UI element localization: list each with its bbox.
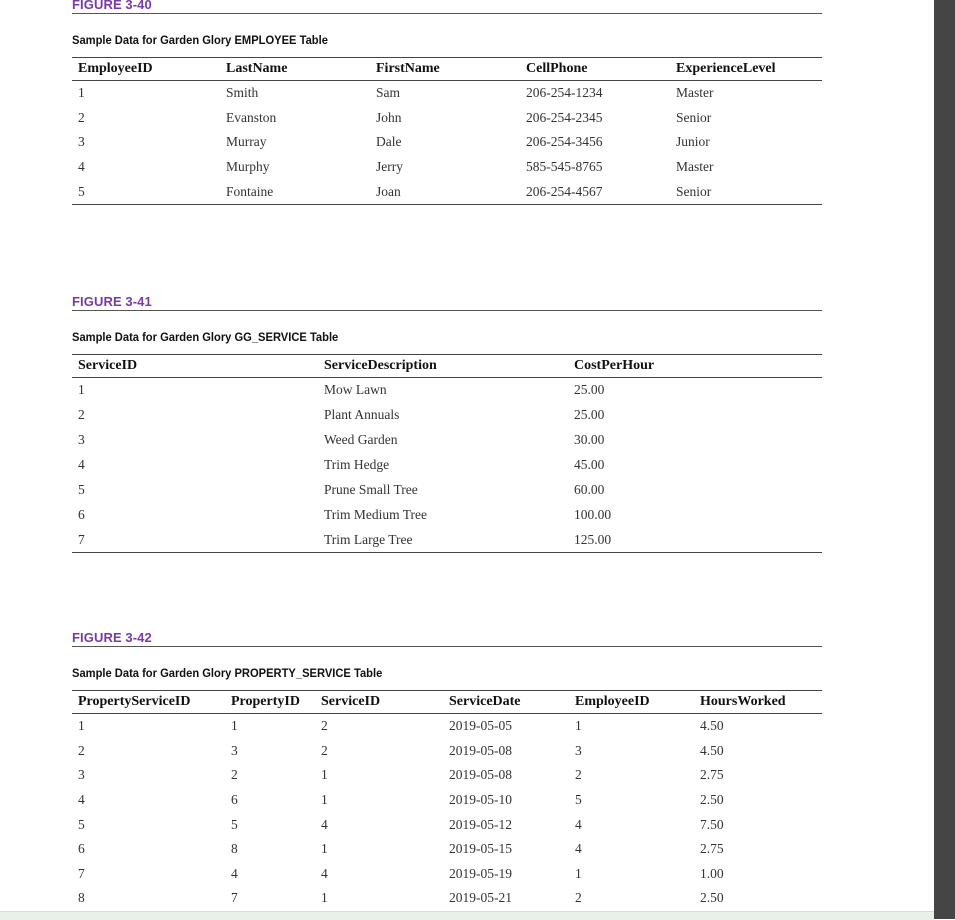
table-cell: 206-254-2345 [526, 109, 603, 125]
table-cell: 206-254-1234 [526, 85, 603, 101]
table-cell: 2019-05-08 [449, 742, 512, 758]
table-cell: Dale [376, 134, 402, 150]
table-cell: 4 [321, 865, 328, 881]
table-cell: Junior [676, 134, 710, 150]
table-cell: 4 [575, 841, 582, 857]
column-header: ServiceID [72, 355, 318, 378]
column-header: LastName [220, 58, 370, 81]
table-cell: Trim Large Tree [324, 531, 413, 547]
table-cell: 2 [231, 767, 238, 783]
table-cell: 2 [78, 742, 85, 758]
table-cell: Trim Hedge [324, 457, 390, 473]
table-cell: Jerry [376, 159, 403, 175]
table-row [72, 788, 822, 813]
table-cell: 2.50 [700, 792, 724, 808]
table-cell: Mow Lawn [324, 382, 387, 398]
table-cell: 7 [78, 865, 85, 881]
table-cell: 2019-05-12 [449, 816, 512, 832]
table-row [72, 886, 822, 911]
table-cell: 3 [78, 134, 85, 150]
table-cell: 1 [575, 865, 582, 881]
table-cell: 2.75 [700, 841, 724, 857]
table-cell: 2.50 [700, 890, 724, 906]
table-cell: 2 [575, 890, 582, 906]
table-cell: 45.00 [574, 457, 605, 473]
table-cell: 5 [78, 482, 85, 497]
table-cell: 5 [78, 183, 85, 199]
table-cell: Joan [376, 183, 401, 199]
table-cell: 6 [78, 506, 85, 522]
column-header: PropertyID [225, 691, 315, 714]
table-cell: 4 [231, 865, 238, 881]
table-cell: 2 [78, 109, 85, 125]
table-cell: Sam [376, 85, 401, 101]
table-cell: 1 [78, 382, 85, 398]
table-cell: Murray [226, 134, 267, 150]
figure-3-42 [72, 629, 822, 912]
table-cell: 206-254-4567 [526, 183, 603, 199]
table-cell: 206-254-3456 [526, 134, 603, 150]
table-cell: Smith [226, 85, 259, 101]
table-cell: 5 [78, 816, 85, 832]
table-row [72, 739, 822, 764]
table-cell: 5 [575, 792, 582, 808]
table-cell: 2019-05-10 [449, 792, 512, 808]
table-row [72, 179, 822, 204]
table-cell: Prune Small Tree [324, 482, 418, 497]
table-cell: 1 [321, 767, 328, 783]
table-cell: 1 [78, 85, 85, 101]
table-row [72, 478, 822, 503]
table-cell: 2 [78, 407, 85, 423]
table-cell: 3 [78, 767, 85, 783]
table-row [72, 106, 822, 131]
table-cell: 7 [231, 890, 238, 906]
table-row [72, 502, 822, 527]
table-row [72, 527, 822, 552]
table-row [72, 81, 822, 106]
column-header: ServiceDate [443, 691, 569, 714]
figure-caption: Sample Data for Garden Glory PROPERTY_SERVICE Table [72, 666, 383, 680]
figure-label: FIGURE 3-40 [72, 0, 822, 14]
table-cell: Fontaine [226, 183, 274, 199]
table-cell: 8 [231, 841, 238, 857]
table-cell: 4 [78, 792, 85, 808]
table-cell: 1 [321, 792, 328, 808]
table-row [72, 714, 822, 739]
column-header: CostPerHour [568, 355, 822, 378]
column-header: ServiceID [315, 691, 443, 714]
table-row [72, 862, 822, 887]
table-cell: 1 [78, 718, 85, 734]
column-header: EmployeeID [72, 58, 220, 81]
table-row [72, 155, 822, 180]
table-cell: 4 [78, 457, 85, 473]
table-cell: 585-545-8765 [526, 159, 603, 175]
column-header: HoursWorked [694, 691, 822, 714]
figure-3-41 [72, 293, 822, 553]
table-row [72, 130, 822, 155]
table-cell: 2019-05-05 [449, 718, 512, 734]
property-service-table [72, 690, 822, 912]
figure-3-40 [72, 0, 822, 205]
gg-service-table [72, 354, 822, 553]
table-row [72, 378, 822, 403]
column-header: ExperienceLevel [670, 58, 822, 81]
figure-caption: Sample Data for Garden Glory EMPLOYEE Table [72, 33, 328, 47]
table-cell: 3 [231, 742, 238, 758]
table-cell: 5 [231, 816, 238, 832]
figure-label: FIGURE 3-42 [72, 629, 822, 647]
table-cell: 2 [575, 767, 582, 783]
figure-label: FIGURE 3-41 [72, 293, 822, 311]
table-cell: 30.00 [574, 432, 605, 448]
table-cell: Evanston [226, 109, 277, 125]
table-cell: 3 [575, 742, 582, 758]
table-cell: 2019-05-08 [449, 767, 512, 783]
column-header: ServiceDescription [318, 355, 568, 378]
table-cell: 1 [321, 841, 328, 857]
table-row [72, 763, 822, 788]
column-header: PropertyServiceID [72, 691, 225, 714]
table-cell: 125.00 [574, 531, 612, 547]
table-cell: 6 [231, 792, 238, 808]
column-header: CellPhone [520, 58, 670, 81]
table-cell: 2019-05-15 [449, 841, 512, 857]
table-cell: 1.00 [700, 865, 724, 881]
column-header: EmployeeID [569, 691, 694, 714]
table-cell: Plant Annuals [324, 407, 400, 423]
table-row [72, 837, 822, 862]
header-row [72, 58, 822, 81]
table-row [72, 428, 822, 453]
table-cell: Trim Medium Tree [324, 506, 428, 522]
table-cell: 7.50 [700, 816, 724, 832]
figure-caption: Sample Data for Garden Glory GG_SERVICE Table [72, 330, 339, 344]
table-cell: 25.00 [574, 382, 605, 398]
table-cell: 4.50 [700, 718, 724, 734]
table-cell: 6 [78, 841, 85, 857]
table-cell: John [376, 109, 402, 125]
table-cell: 25.00 [574, 407, 605, 423]
table-cell: 4 [78, 159, 85, 175]
table-cell: Master [676, 159, 714, 175]
table-cell: 7 [78, 531, 85, 547]
table-cell: 1 [575, 718, 582, 734]
table-cell: Weed Garden [324, 432, 398, 448]
table-cell: 1 [231, 718, 238, 734]
table-cell: Master [676, 85, 714, 101]
table-cell: Senior [676, 183, 712, 199]
table-cell: 8 [78, 890, 85, 906]
table-cell: 100.00 [574, 506, 612, 522]
table-cell: 60.00 [574, 482, 605, 497]
table-cell: 4 [575, 816, 582, 832]
column-header: FirstName [370, 58, 520, 81]
table-cell: 4.50 [700, 742, 724, 758]
table-cell: Senior [676, 109, 712, 125]
table-cell: Murphy [226, 159, 270, 175]
table-cell: 4 [321, 816, 328, 832]
table-row [72, 453, 822, 478]
table-cell: 2019-05-19 [449, 865, 512, 881]
header-row [72, 355, 822, 378]
table-cell: 1 [321, 890, 328, 906]
table-row [72, 812, 822, 837]
table-cell: 2 [321, 742, 328, 758]
table-cell: 2 [321, 718, 328, 734]
header-row [72, 691, 822, 714]
table-cell: 3 [78, 432, 85, 448]
scrollbar[interactable] [934, 0, 955, 919]
table-cell: 2019-05-21 [449, 890, 512, 906]
table-row [72, 403, 822, 428]
employee-table [72, 57, 822, 205]
table-cell: 2.75 [700, 767, 724, 783]
